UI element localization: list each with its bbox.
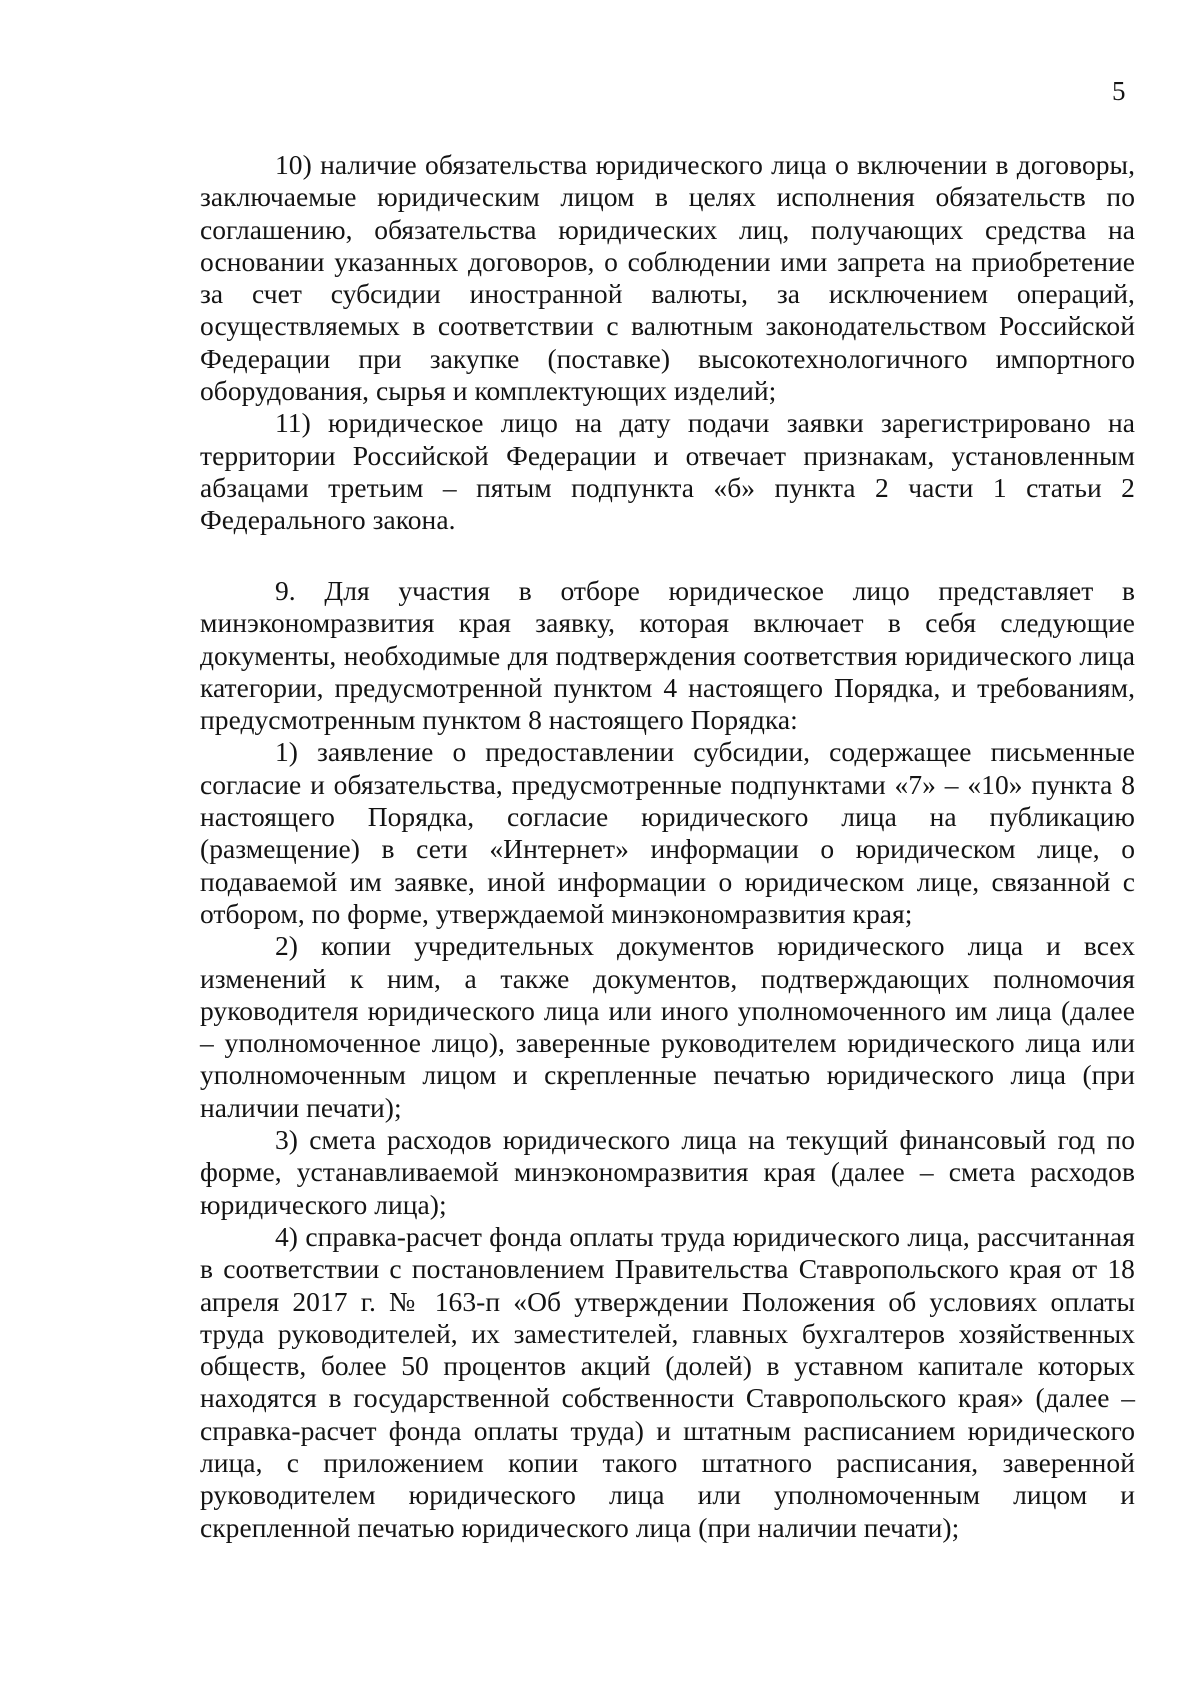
criteria-list-continuation <box>200 149 1135 537</box>
paragraph-doc-3: 3) смета расходов юридического лица на текущий финансовый год по форме, устанавливаемой минэкономразвития края (далее – смета расходов юридического лица); <box>200 1124 1135 1220</box>
paragraph-item-11: 11) юридическое лицо на дату подачи заявки зарегистрировано на территории Российской Федерации и отвечает признакам, установленным абзацами третьим – пятым подпункта «б» пункта 2 части 1 статьи 2 Федерального закона. <box>200 407 1135 536</box>
section-9-application-documents <box>200 575 1135 1544</box>
paragraph-doc-4: 4) справка-расчет фонда оплаты труда юридического лица, рассчитанная в соответствии с постановлением Правительства Ставропольского края от 18 апреля 2017 г. № 163-п «Об утверждении Положения об условиях оплаты труда руководителей, их заместителей, главных бухгалтеров хозяйственных обществ, более 50 процентов акций (долей) в уставном капитале которых находятся в государственной собственности Ставропольского края» (далее – справка-расчет фонда оплаты труда) и штатным расписанием юридического лица, с приложением копии такого штатного расписания, заверенной руководителем юридического лица или уполномоченным лицом и скрепленной печатью юридического лица (при наличии печати); <box>200 1220 1135 1543</box>
paragraph-section-9-intro: 9. Для участия в отборе юридическое лицо представляет в минэкономразвития края заявку, которая включает в себя следующие документы, необходимые для подтверждения соответствия юридического лица категории, предусмотренной пунктом 4 настоящего Порядка, и требованиям, предусмотренным пунктом 8 настоящего Порядка: <box>200 575 1135 736</box>
paragraph-doc-1: 1) заявление о предоставлении субсидии, содержащее письменные согласие и обязательства, предусмотренные подпунктами «7» – «10» пункта 8 настоящего Порядка, согласие юридического лица на публикацию (размещение) в сети «Интернет» информации о юридическом лице, о подаваемой им заявке, иной информации о юридическом лице, связанной с отбором, по форме, утверждаемой минэкономразвития края; <box>200 736 1135 929</box>
paragraph-doc-2: 2) копии учредительных документов юридического лица и всех изменений к ним, а также документов, подтверждающих полномочия руководителя юридического лица или иного уполномоченного им лица (далее – уполномоченное лицо), заверенные руководителем юридического лица или уполномоченным лицом и скрепленные печатью юридического лица (при наличии печати); <box>200 930 1135 1123</box>
page-number: 5 <box>1112 76 1126 106</box>
paragraph-item-10: 10) наличие обязательства юридического лица о включении в договоры, заключаемые юридическим лицом в целях исполнения обязательств по соглашению, обязательства юридических лиц, получающих средства на основании указанных договоров, о соблюдении ими запрета на приобретение за счет субсидии иностранной валюты, за исключением операций, осуществляемых в соответствии с валютным законодательством Российской Федерации при закупке (поставке) высокотехнологичного импортного оборудования, сырья и комплектующих изделий; <box>200 149 1135 407</box>
